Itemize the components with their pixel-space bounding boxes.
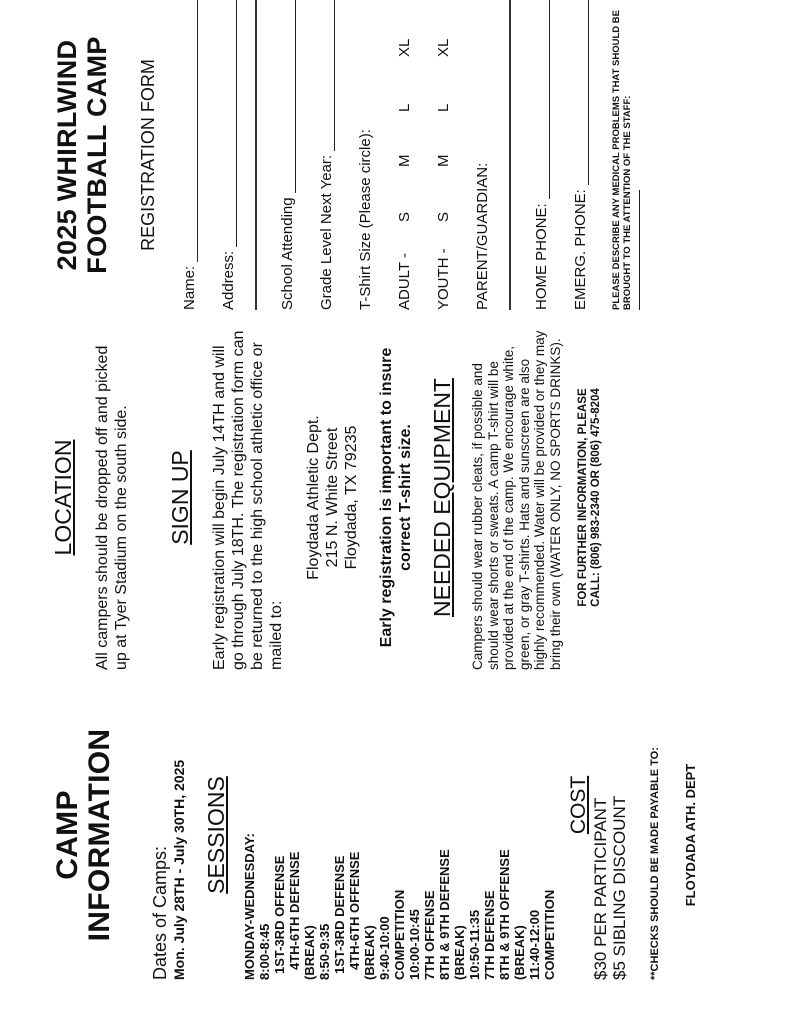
schedule-line: 8TH & 9TH OFFENSE xyxy=(497,849,512,980)
schedule-line: (BREAK) xyxy=(362,925,377,980)
adult-size-row xyxy=(396,0,413,310)
schedule-line: 7TH OFFENSE xyxy=(422,890,437,980)
adult-label: ADULT - xyxy=(396,253,413,310)
medical-line[interactable] xyxy=(639,190,640,310)
address-line[interactable] xyxy=(235,0,237,247)
school-line[interactable] xyxy=(294,0,296,193)
size-option[interactable]: M xyxy=(435,154,452,167)
grade-field[interactable] xyxy=(318,0,335,310)
further-information xyxy=(577,325,603,670)
schedule-line: MONDAY-WEDNESDAY: xyxy=(242,833,257,980)
equipment-heading: NEEDED EQUIPMENT xyxy=(429,378,455,617)
parent-guardian-field[interactable] xyxy=(474,0,491,310)
schedule-line: 8TH & 9TH DEFENSE xyxy=(437,849,452,980)
schedule-line: 1ST-3RD DEFENSE xyxy=(332,855,347,974)
size-option[interactable]: M xyxy=(396,154,413,167)
schedule-line: (BREAK) xyxy=(302,925,317,980)
schedule-line: 8:50-9:35 xyxy=(317,923,332,980)
checks-note: **CHECKS SHOULD BE MADE PAYABLE TO: xyxy=(649,747,661,980)
grade-line[interactable] xyxy=(333,0,335,151)
emergency-phone-field[interactable] xyxy=(572,0,589,310)
mailing-address xyxy=(304,325,361,670)
address-field[interactable] xyxy=(220,0,237,310)
sessions-heading: SESSIONS xyxy=(203,776,229,894)
home-phone-line[interactable] xyxy=(548,0,550,199)
payee: FLOYDADA ATH. DEPT xyxy=(683,763,698,907)
camp-information-panel xyxy=(18,690,778,980)
home-phone-field[interactable] xyxy=(533,0,550,310)
schedule-line: 1ST-3RD OFFENSE xyxy=(272,855,287,974)
size-option[interactable]: L xyxy=(396,103,413,112)
section-divider xyxy=(509,0,511,310)
cost-line: $5 SIBLING DISCOUNT xyxy=(610,795,629,980)
section-divider xyxy=(255,0,257,310)
address-line: 215 N. White Street xyxy=(324,427,341,568)
grade-label: Grade Level Next Year: xyxy=(318,154,335,310)
parent-label: PARENT/GUARDIAN: xyxy=(474,162,491,310)
schedule-line: 11:40-12:00 xyxy=(527,909,542,980)
camp-info-title xyxy=(52,690,116,980)
schedule-line: COMPETITION xyxy=(392,889,407,980)
schedule-line: 4TH-6TH DEFENSE xyxy=(287,851,302,970)
address-line: Floydada, TX 79235 xyxy=(343,425,360,570)
tshirt-size-label: T-Shirt Size (Please circle): xyxy=(357,129,374,310)
camp-title-line2: FOOTBALL CAMP xyxy=(82,36,112,274)
session-schedule xyxy=(242,690,557,980)
camp-title xyxy=(52,0,112,310)
cost-line: $30 PER PARTICIPANT xyxy=(591,797,610,980)
camp-info-title-line1: CAMP xyxy=(51,790,84,880)
size-option[interactable]: L xyxy=(435,103,452,112)
location-heading: LOCATION xyxy=(50,439,76,556)
schedule-line: 4TH-6TH OFFENSE xyxy=(347,851,362,970)
dates-label: Dates of Camps: xyxy=(150,845,170,980)
school-field[interactable] xyxy=(279,0,296,310)
further-line: CALL: (806) 983-2340 OR (806) 475-8204 xyxy=(590,388,602,607)
flyer-sheet xyxy=(18,0,778,1000)
schedule-line: (BREAK) xyxy=(512,925,527,980)
camp-info-title-line2: INFORMATION xyxy=(83,728,116,942)
details-panel xyxy=(18,325,778,670)
address-line: Floydada Athletic Dept. xyxy=(305,415,322,580)
size-option[interactable]: S xyxy=(396,211,413,222)
youth-size-row xyxy=(435,0,452,310)
emergency-phone-line[interactable] xyxy=(587,0,589,185)
dates-value: Mon. July 28TH - July 30TH, 2025 xyxy=(171,759,187,980)
address-label: Address: xyxy=(220,250,237,310)
registration-form-heading: REGISTRATION FORM xyxy=(138,59,158,251)
camp-title-line1: 2025 WHIRLWIND xyxy=(52,39,82,271)
location-text: All campers should be dropped off and picked up at Tyer Stadium on the south side. xyxy=(94,345,130,670)
signup-text: Early registration will begin July 14TH and will go through July 18TH. The registration form can be returned to the high school athletic office or mailed to: xyxy=(211,330,285,670)
schedule-line: (BREAK) xyxy=(452,925,467,980)
emergency-phone-label: EMERG. PHONE: xyxy=(572,189,589,310)
schedule-line: 7TH DEFENSE xyxy=(482,890,497,980)
schedule-line: COMPETITION xyxy=(542,889,557,980)
name-label: Name: xyxy=(181,265,198,310)
name-line[interactable] xyxy=(196,0,198,262)
size-option[interactable]: S xyxy=(435,211,452,222)
youth-label: YOUTH - xyxy=(435,248,452,310)
medical-note: PLEASE DESCRIBE ANY MEDICAL PROBLEMS THAT SHOULD BE BROUGHT TO THE ATTENTION OF THE STAFF: xyxy=(611,10,633,310)
registration-panel xyxy=(18,0,778,310)
cost-heading: COST xyxy=(567,775,590,835)
schedule-line: 10:50-11:35 xyxy=(467,909,482,980)
early-registration-note: Early registration is important to insure correct T-shirt size. xyxy=(378,347,414,648)
equipment-text: Campers should wear rubber cleats, if possible and should wear shorts or sweats. A camp T-shirt will be provided at the end of the camp. We encourage white, green, or gray T-shirts. Hats and sunscreen are also highly recommended. Water will be provided or they may bring their own (WATER ONLY, NO SPORTS DRINKS). xyxy=(470,330,563,670)
schedule-line: 9:40-10:00 xyxy=(377,916,392,980)
size-option[interactable]: XL xyxy=(435,38,452,57)
school-label: School Attending xyxy=(279,197,296,310)
signup-heading: SIGN UP xyxy=(167,450,193,545)
further-line: FOR FURTHER INFORMATION, PLEASE xyxy=(577,388,589,607)
schedule-line: 8:00-8:45 xyxy=(257,923,272,980)
size-option[interactable]: XL xyxy=(396,38,413,57)
name-field[interactable] xyxy=(181,0,198,310)
schedule-line: 10:00-10:45 xyxy=(407,909,422,980)
home-phone-label: HOME PHONE: xyxy=(533,203,550,310)
